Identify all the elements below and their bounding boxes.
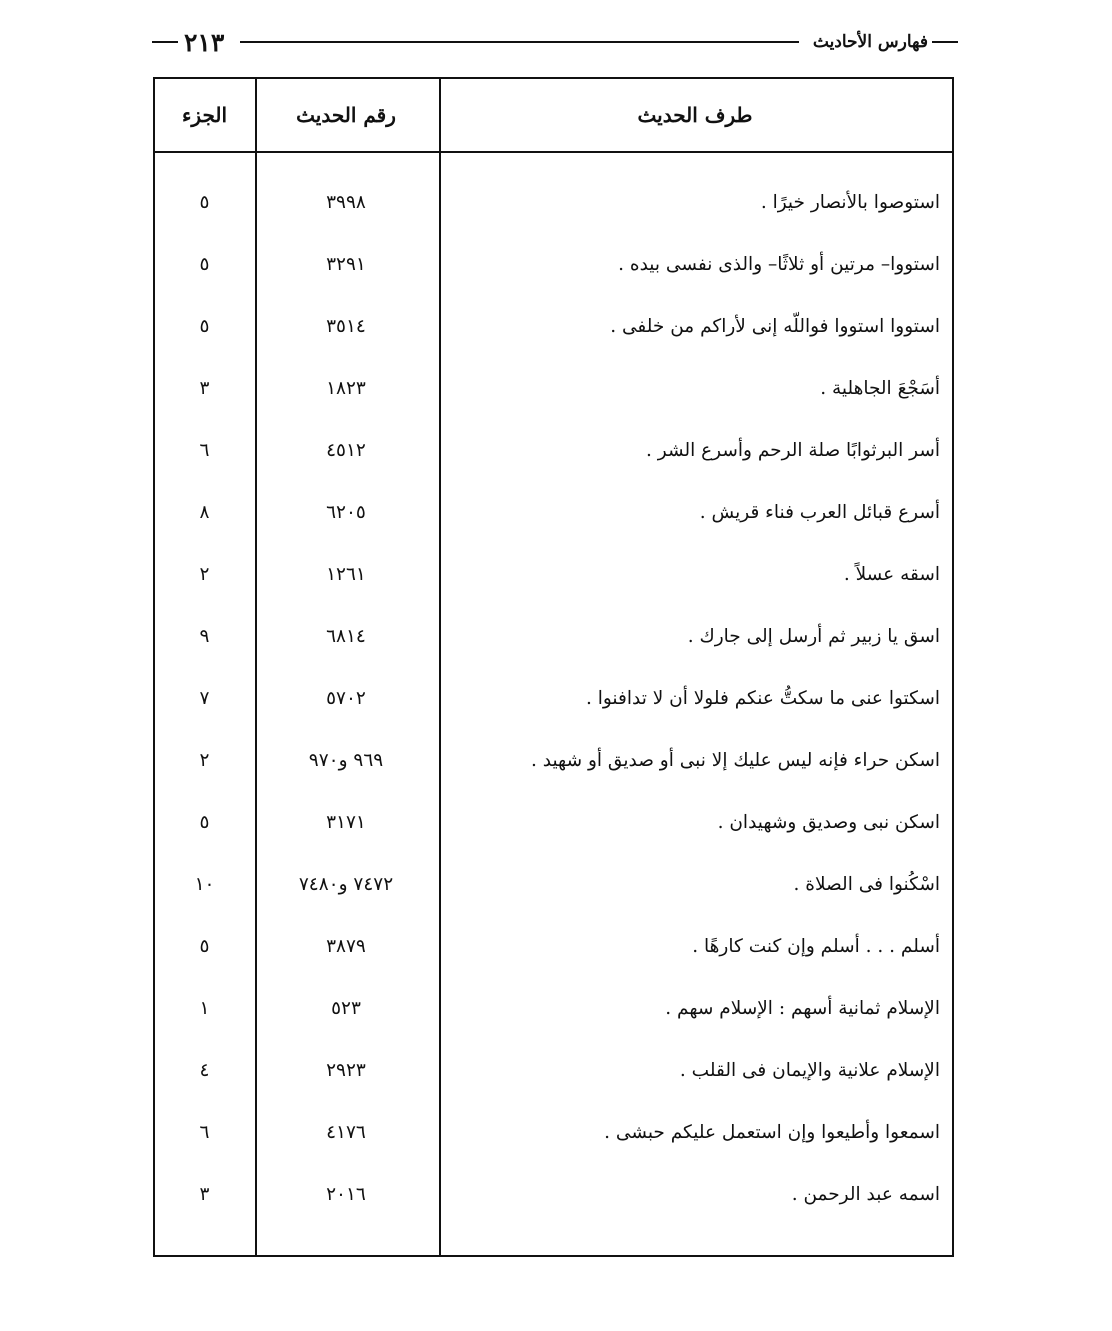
volume-part: ٣ (199, 1183, 210, 1205)
hadith-text: اسكتوا عنى ما سكتُّ عنكم فلولا أن لا تدافنوا . (585, 687, 940, 709)
header-dash (152, 41, 178, 43)
hadith-text: أسرع قبائل العرب فناء قريش . (699, 501, 940, 523)
hadith-number: ٦٢٠٥ (326, 501, 366, 523)
hadith-number: ٣١٧١ (326, 811, 366, 833)
hadith-text: أسَجْعَ الجاهلية . (820, 377, 940, 399)
hadith-text: الإسلام علانية والإيمان فى القلب . (679, 1059, 940, 1081)
table-row (155, 481, 952, 543)
table-row (155, 357, 952, 419)
volume-part: ١ (199, 997, 210, 1019)
hadith-text: أسلم . . . أسلم وإن كنت كارهًا . (692, 935, 940, 957)
hadith-number: ٣٨٧٩ (326, 935, 366, 957)
hadith-number: ٣٩٩٨ (326, 191, 366, 213)
table-row (155, 295, 952, 357)
table-row (155, 1101, 952, 1163)
hadith-number: ٩٦٩ و٩٧٠ (308, 749, 384, 771)
table-row (155, 605, 952, 667)
hadith-text: اسقه عسلاً . (843, 563, 940, 585)
header-dash (932, 41, 958, 43)
hadith-number: ٣٥١٤ (326, 315, 366, 337)
volume-part: ٢ (199, 563, 210, 585)
hadith-number: ٣٢٩١ (326, 253, 366, 275)
volume-part: ٣ (199, 377, 210, 399)
table-row (155, 915, 952, 977)
hadith-number: ٥٢٣ (331, 997, 361, 1019)
hadith-number: ٤٥١٢ (326, 439, 366, 461)
table-body (155, 171, 952, 1225)
hadith-number: ٦٨١٤ (326, 625, 366, 647)
hadith-number: ٥٧٠٢ (326, 687, 366, 709)
hadith-text: اسْكُنوا فى الصلاة . (793, 873, 940, 895)
volume-part: ٢ (199, 749, 210, 771)
column-header-number: رقم الحديث (296, 103, 396, 127)
hadith-text: اسكن حراء فإنه ليس عليك إلا نبى أو صديق أو شهيد . (531, 749, 940, 771)
hadith-text: الإسلام ثمانية أسهم : الإسلام سهم . (665, 997, 940, 1019)
table-row (155, 1039, 952, 1101)
volume-part: ٥ (199, 191, 210, 213)
hadith-text: اسكن نبى وصديق وشهيدان . (717, 811, 940, 833)
section-title: فهارس الأحاديث (812, 32, 928, 52)
table-row (155, 667, 952, 729)
table-row (155, 853, 952, 915)
running-header (152, 22, 958, 62)
volume-part: ٩ (199, 625, 210, 647)
volume-part: ٤ (199, 1059, 210, 1081)
table-row (155, 729, 952, 791)
hadith-text: اسق يا زبير ثم أرسل إلى جارك . (687, 625, 940, 647)
table-row (155, 791, 952, 853)
header-rule (240, 41, 799, 43)
volume-part: ٦ (199, 439, 210, 461)
volume-part: ٧ (199, 687, 210, 709)
page-number: ٢١٣ (184, 27, 225, 57)
table-row (155, 233, 952, 295)
table-row (155, 171, 952, 233)
column-header-part: الجزء (182, 103, 227, 127)
hadith-number: ١٢٦١ (326, 563, 366, 585)
hadith-index-table (153, 77, 954, 1257)
hadith-number: ٢٩٢٣ (326, 1059, 366, 1081)
volume-part: ٥ (199, 935, 210, 957)
column-header-text: طرف الحديث (637, 103, 753, 127)
hadith-text: أسر البرثوابًا صلة الرحم وأسرع الشر . (645, 439, 940, 461)
hadith-text: استووا– مرتين أو ثلاثًا– والذى نفسى بيده . (618, 253, 940, 275)
hadith-number: ١٨٢٣ (326, 377, 366, 399)
volume-part: ٥ (199, 315, 210, 337)
hadith-text: استوصوا بالأنصار خيرًا . (760, 191, 940, 213)
volume-part: ٦ (199, 1121, 210, 1143)
hadith-number: ٢٠١٦ (326, 1183, 366, 1205)
hadith-text: اسمه عبد الرحمن . (791, 1183, 940, 1205)
volume-part: ٨ (199, 501, 210, 523)
table-row (155, 977, 952, 1039)
hadith-number: ٤١٧٦ (326, 1121, 366, 1143)
volume-part: ٥ (199, 811, 210, 833)
table-row (155, 1163, 952, 1225)
volume-part: ١٠ (194, 873, 215, 895)
volume-part: ٥ (199, 253, 210, 275)
table-row (155, 419, 952, 481)
hadith-text: استووا استووا فواللّه إنى لأراكم من خلفى . (610, 315, 940, 337)
table-row (155, 543, 952, 605)
hadith-text: اسمعوا وأطيعوا وإن استعمل عليكم حبشى . (604, 1121, 940, 1143)
table-header (155, 79, 952, 153)
hadith-number: ٧٤٧٢ و٧٤٨٠ (298, 873, 394, 895)
